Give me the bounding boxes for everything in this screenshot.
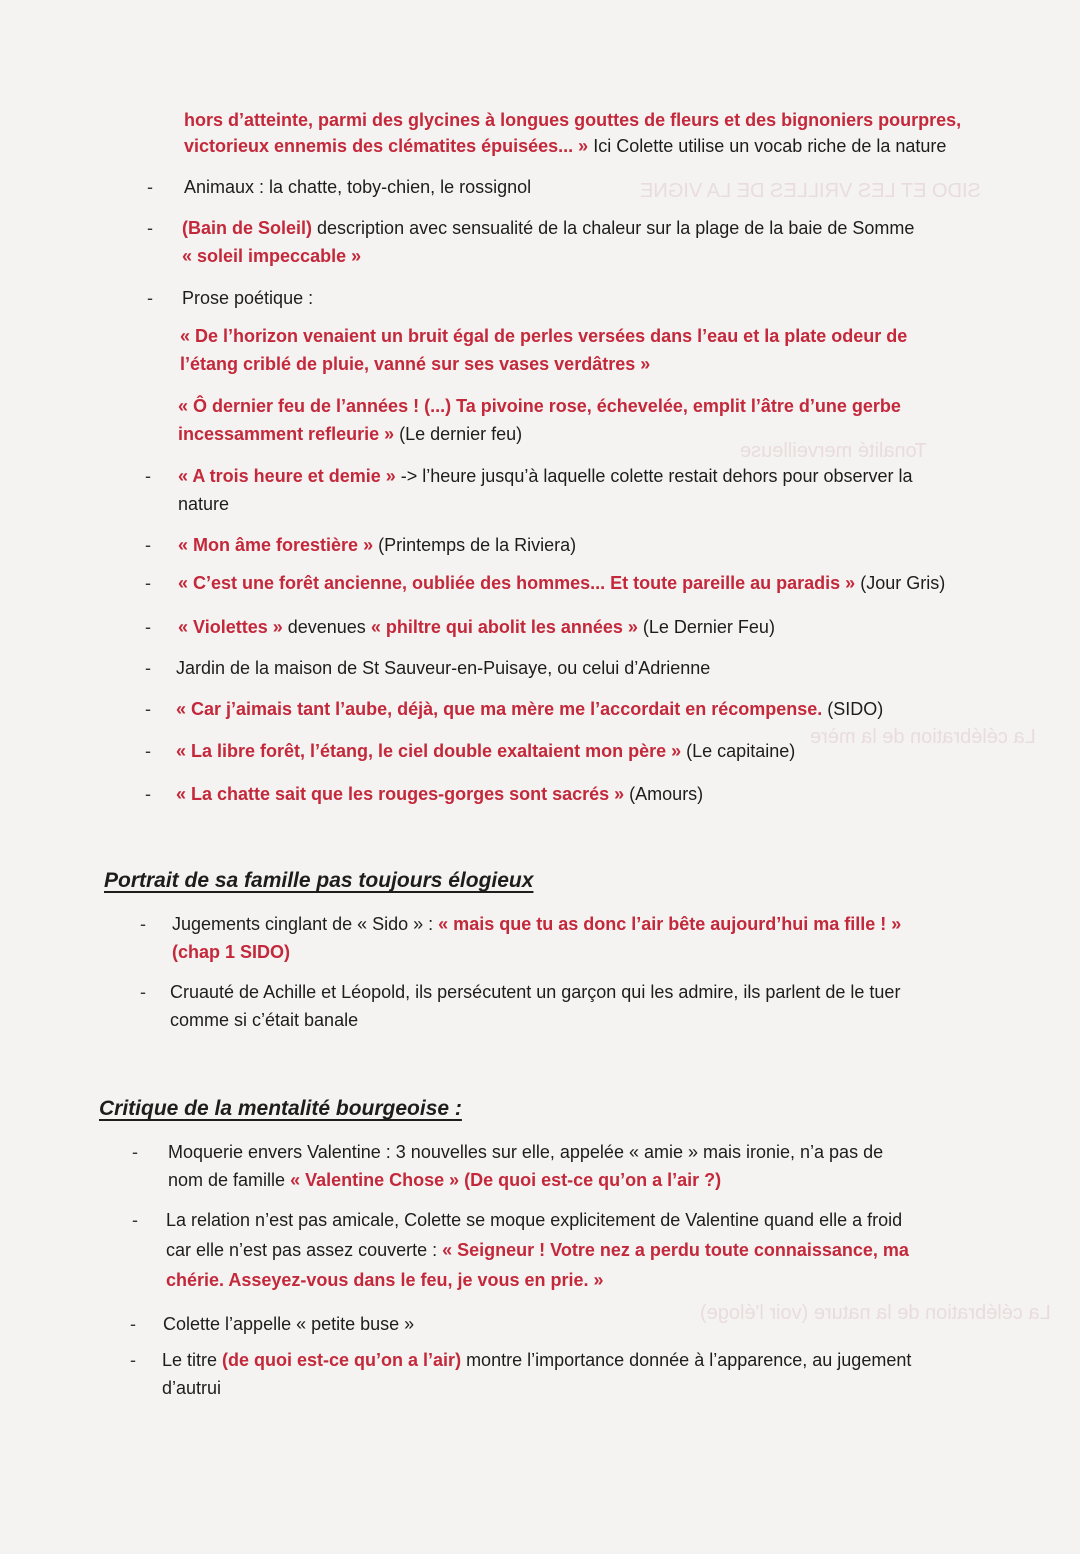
body-text: nom de famille (168, 1170, 291, 1190)
list-item-line (162, 1374, 221, 1402)
quote-text: « Ô dernier feu de l’années ! (...) Ta pivoine rose, échevelée, emplit l’âtre d’une gerbe (178, 396, 901, 416)
body-text: Animaux : la chatte, toby-chien, le rossignol (184, 177, 532, 197)
list-item-line (163, 1310, 414, 1338)
section-heading-family: Portrait de sa famille pas toujours élogieux (104, 869, 534, 892)
body-text: (Le dernier feu) (394, 424, 523, 444)
quote-text: « Violettes » (178, 617, 283, 637)
quote-text: (de quoi est-ce qu’on a l’air) (222, 1350, 462, 1370)
list-item-line (176, 780, 703, 808)
list-item-line (184, 173, 531, 201)
body-text: nature (178, 494, 230, 514)
quote-text: (chap 1 SIDO) (172, 942, 291, 962)
list-item-line (168, 1138, 883, 1166)
list-item-line (176, 737, 795, 765)
bleed-through-text: Tonalité merveilleuse (740, 440, 927, 462)
list-item-line (172, 938, 290, 966)
quote-text: « philtre qui abolit les années » (370, 617, 638, 637)
list-item-line (176, 654, 710, 682)
bullet-dash: - (145, 784, 151, 804)
body-text: Jugements cinglant de « Sido » : (172, 914, 439, 934)
list-item-line (166, 1206, 902, 1234)
bleed-through-text: SIDO ET LES VRILLES DE LA VIGNE (640, 180, 981, 202)
body-text: (Jour Gris) (855, 573, 946, 593)
bullet-dash: - (147, 218, 153, 238)
quote-text: chérie. Asseyez-vous dans le feu, je vous en prie. » (166, 1270, 604, 1290)
bullet-dash: - (145, 535, 151, 555)
list-item-line (162, 1346, 911, 1374)
bullet-dash: - (140, 982, 146, 1002)
body-text: Cruauté de Achille et Léopold, ils persécutent un garçon qui les admire, ils parlent de le tuer (170, 982, 901, 1002)
bullet-dash: - (132, 1142, 138, 1162)
intro-quote-line-2 (184, 132, 946, 160)
bullet-dash: - (140, 914, 146, 934)
quote-text: « Car j’aimais tant l’aube, déjà, que ma mère me l’accordait en récompense. (176, 699, 823, 719)
body-text: (Printemps de la Riviera) (373, 535, 577, 555)
bullet-dash: - (145, 699, 151, 719)
quote-text: (De quoi est-ce qu’on a l’air ?) (459, 1170, 722, 1190)
list-item-line (166, 1236, 909, 1264)
list-item-line (178, 392, 901, 420)
bullet-dash: - (132, 1210, 138, 1230)
body-text: d’autrui (162, 1378, 222, 1398)
body-text: (Le capitaine) (681, 741, 796, 761)
list-item-line (166, 1266, 604, 1294)
list-item-line (172, 910, 901, 938)
body-text: Moquerie envers Valentine : 3 nouvelles sur elle, appelée « amie » mais ironie, n’a pas de (168, 1142, 884, 1162)
intro-quote-text: hors d’atteinte, parmi des glycines à longues gouttes de fleurs et des bignoniers pourpres, (184, 110, 962, 130)
intro-quote-line-1 (184, 106, 961, 134)
list-item-line (182, 284, 313, 312)
list-item-line (180, 322, 907, 350)
bleed-through-text: La célébration de la mère (810, 726, 1036, 748)
quote-text: « Mon âme forestière » (178, 535, 374, 555)
list-item-line (178, 613, 775, 641)
bullet-dash: - (130, 1350, 136, 1370)
body-text: Le titre (162, 1350, 223, 1370)
quote-text: « soleil impeccable » (182, 246, 362, 266)
body-text: Colette l’appelle « petite buse » (163, 1314, 415, 1334)
list-item-line (178, 531, 576, 559)
bullet-dash: - (145, 658, 151, 678)
body-text: devenues (282, 617, 371, 637)
list-item-line (170, 978, 900, 1006)
quote-text: « mais que tu as donc l’air bête aujourd’hui ma fille ! » (438, 914, 902, 934)
body-text: (Le Dernier Feu) (637, 617, 775, 637)
quote-text: « C’est une forêt ancienne, oubliée des hommes... Et toute pareille au paradis » (178, 573, 856, 593)
bullet-dash: - (145, 573, 151, 593)
bullet-dash: - (145, 741, 151, 761)
list-item-line (178, 569, 945, 597)
list-item-line (178, 420, 522, 448)
body-text: La relation n’est pas amicale, Colette se moque explicitement de Valentine quand elle a froid (166, 1210, 903, 1230)
bullet-dash: - (147, 177, 153, 197)
body-text: -> l’heure jusqu’à laquelle colette restait dehors pour observer la (395, 466, 913, 486)
section-heading-bourgeoisie: Critique de la mentalité bourgeoise : (99, 1097, 462, 1120)
body-text: description avec sensualité de la chaleur sur la plage de la baie de Somme (312, 218, 915, 238)
body-text: comme si c’était banale (170, 1010, 359, 1030)
quote-text: (Bain de Soleil) (182, 218, 313, 238)
body-text: Jardin de la maison de St Sauveur-en-Puisaye, ou celui d’Adrienne (176, 658, 711, 678)
list-item-line (170, 1006, 358, 1034)
bleed-through-text: La célébration de la nature (voir l'éloge) (700, 1302, 1051, 1324)
bullet-dash: - (147, 288, 153, 308)
body-text: (Amours) (624, 784, 704, 804)
body-text: Prose poétique : (182, 288, 314, 308)
list-item-line (180, 350, 650, 378)
intro-quote-text: victorieux ennemis des clématites épuisées... » (184, 136, 589, 156)
quote-text: « De l’horizon venaient un bruit égal de perles versées dans l’eau et la plate odeur de (180, 326, 908, 346)
list-item-line (182, 214, 914, 242)
quote-text: « A trois heure et demie » (178, 466, 396, 486)
list-item-line (176, 695, 883, 723)
body-text: montre l’importance donnée à l’apparence, au jugement (461, 1350, 912, 1370)
list-item-line (178, 490, 229, 518)
bullet-dash: - (145, 466, 151, 486)
quote-text: l’étang criblé de pluie, vanné sur ses vases verdâtres » (180, 354, 651, 374)
body-text: (SIDO) (822, 699, 884, 719)
quote-text: « Seigneur ! Votre nez a perdu toute connaissance, ma (442, 1240, 909, 1260)
quote-text: « La libre forêt, l’étang, le ciel double exaltaient mon père » (176, 741, 682, 761)
intro-comment-text: Ici Colette utilise un vocab riche de la nature (588, 136, 947, 156)
list-item-line (168, 1166, 721, 1194)
bullet-dash: - (130, 1314, 136, 1334)
quote-text: « Valentine Chose » (290, 1170, 460, 1190)
list-item-line (178, 462, 913, 490)
list-item-line (182, 242, 361, 270)
body-text: car elle n’est pas assez couverte : (166, 1240, 443, 1260)
quote-text: « La chatte sait que les rouges-gorges sont sacrés » (176, 784, 625, 804)
quote-text: incessamment refleurie » (178, 424, 395, 444)
bullet-dash: - (145, 617, 151, 637)
